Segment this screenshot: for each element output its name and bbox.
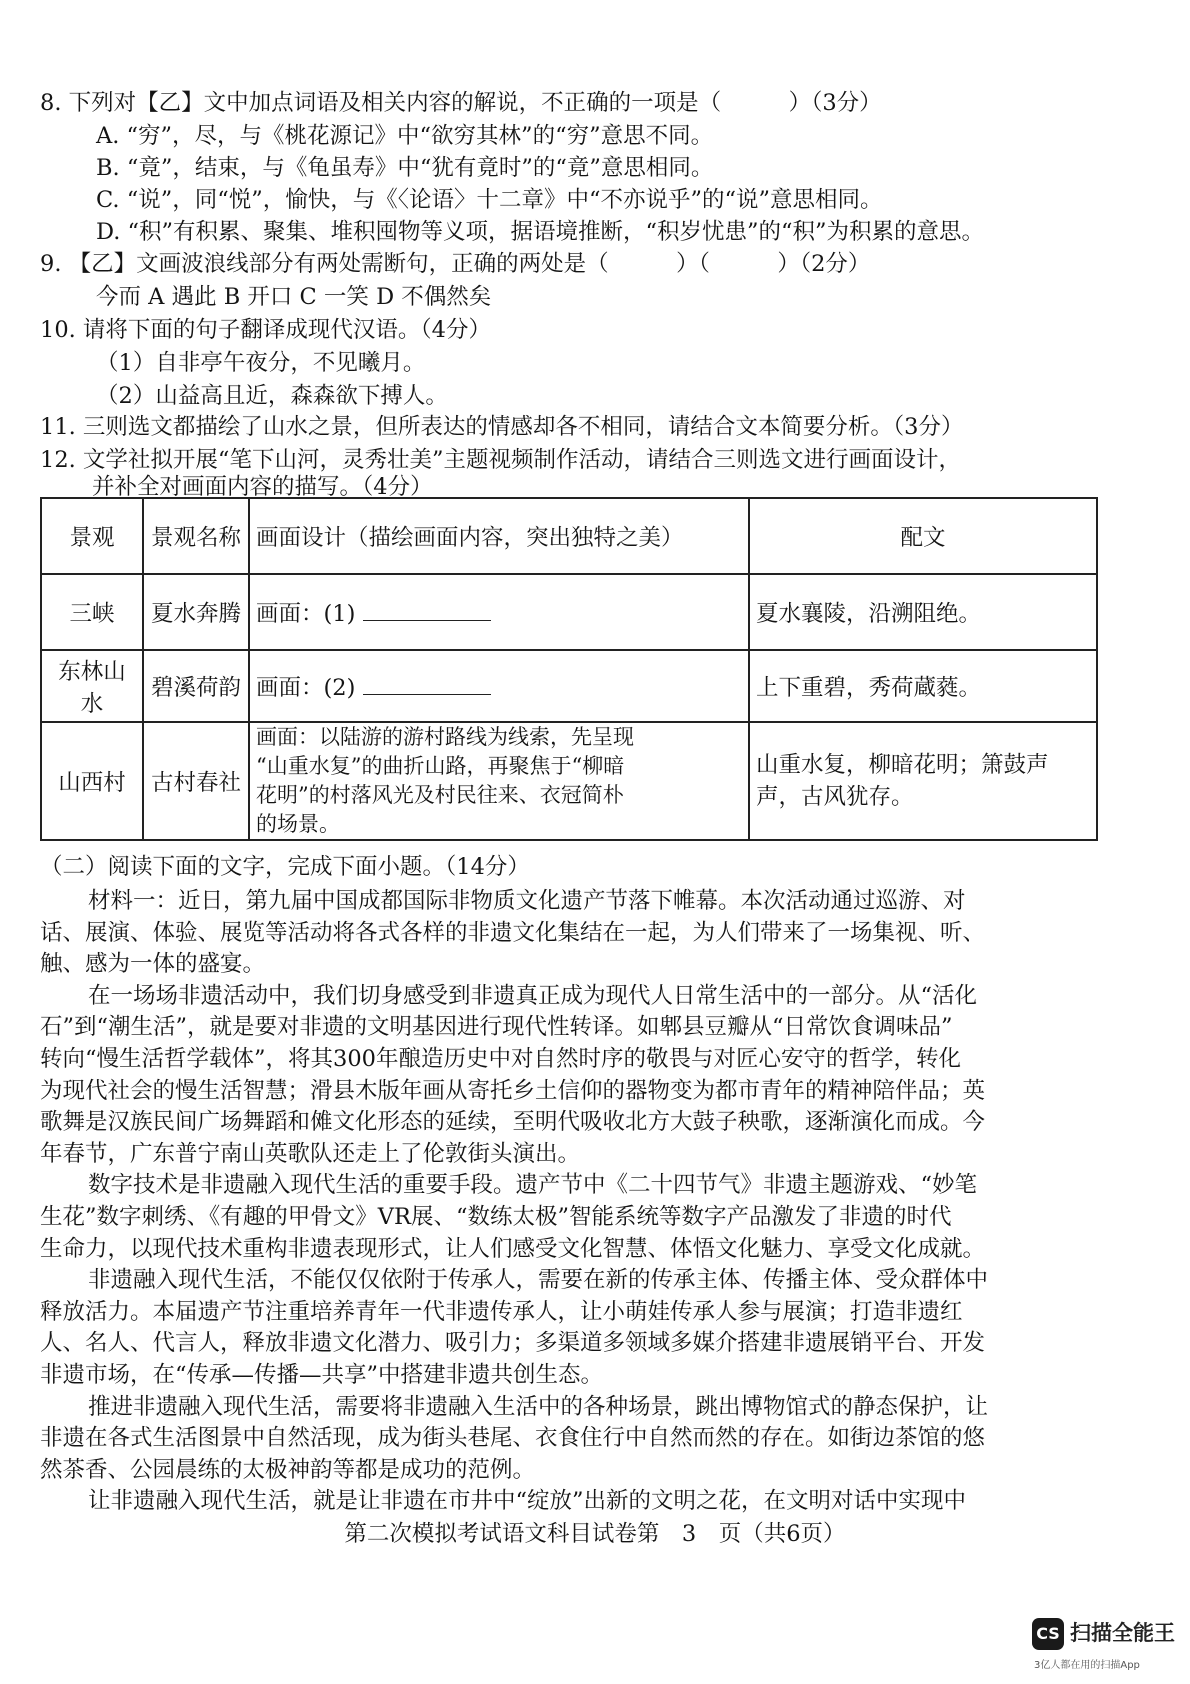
passage-line: 非遗在各式生活图景中自然活现，成为街头巷尾、衣食住行中自然而然的存在。如街边茶馆的悠 <box>40 1425 986 1452</box>
header-design: 画面设计（描绘画面内容，突出独特之美） <box>249 498 749 574</box>
section2-heading: （二）阅读下面的文字，完成下面小题。（14分） <box>40 854 530 880</box>
q8-option-c: C. “说”，同“悦”，愉快，与《〈论语〉十二章》中“不亦说乎”的“说”意思相同。 <box>96 187 883 213</box>
answer-blank-1[interactable] <box>363 600 491 621</box>
row2-design <box>249 650 749 722</box>
passage-line: 推进非遗融入现代生活，需要将非遗融入生活中的各种场景，跳出博物馆式的静态保护，让 <box>88 1393 989 1420</box>
header-scene: 景观 <box>41 498 143 574</box>
row1-name: 夏水奔腾 <box>143 574 249 650</box>
q10-item-2: （2）山益高且近，森森欲下搏人。 <box>96 383 448 409</box>
passage-line: 生花”数字刺绣、《有趣的甲骨文》VR展、“数练太极”智能系统等数字产品激发了非遗的时代 <box>40 1204 952 1230</box>
row3-scene: 山西村 <box>41 722 143 840</box>
table-row <box>41 722 1097 840</box>
q10-stem: 10. 请将下面的句子翻译成现代汉语。（4分） <box>40 317 492 343</box>
row1-scene: 三峡 <box>41 574 143 650</box>
passage-line: 石”到“潮生活”，就是要对非遗的文明基因进行现代性转译。如郫县豆瓣从“日常饮食调味品” <box>40 1014 953 1041</box>
q10-item-1: （1）自非亭午夜分，不见曦月。 <box>96 350 426 376</box>
header-name: 景观名称 <box>143 498 249 574</box>
row3-caption-line: 声，古风犹存。 <box>756 784 914 810</box>
answer-blank-2[interactable] <box>363 674 491 695</box>
camscanner-name: 扫描全能王 <box>1070 1621 1175 1645</box>
row2-scene: 东林山水 <box>41 650 143 722</box>
passage-line: 转向“慢生活哲学载体”，将其300年酿造历史中对自然时序的敬畏与对匠心安守的哲学，转化 <box>40 1046 961 1072</box>
passage-line: 数字技术是非遗融入现代生活的重要手段。遗产节中《二十四节气》非遗主题游戏、“妙笔 <box>88 1172 978 1199</box>
passage-line: 歌舞是汉族民间广场舞蹈和傩文化形态的延续，至明代吸收北方大鼓子秧歌，逐渐演化而成。今 <box>40 1109 986 1136</box>
camscanner-logo-icon: CS <box>1032 1618 1064 1650</box>
q12-stem-line2: 并补全对画面内容的描写。（4分） <box>92 474 433 500</box>
passage-line: 释放活力。本届遗产节注重培养青年一代非遗传承人，让小萌娃传承人参与展演；打造非遗红 <box>40 1298 963 1325</box>
q8-stem: 8. 下列对【乙】文中加点词语及相关内容的解说，不正确的一项是（ ）（3分） <box>40 90 882 116</box>
q12-stem-line1: 12. 文学社拟开展“笔下山河，灵秀壮美”主题视频制作活动，请结合三则选文进行画面设计， <box>40 447 961 473</box>
row3-name: 古村春社 <box>143 722 249 840</box>
row3-design <box>249 722 749 840</box>
q9-stem: 9. 【乙】文画波浪线部分有两处需断句，正确的两处是（ ）（ ）（2分） <box>40 251 871 277</box>
q11-stem: 11. 三则选文都描绘了山水之景，但所表达的情感却各不相同，请结合文本简要分析。（3分） <box>40 414 964 440</box>
q8-option-d: D. “积”有积累、聚集、堆积囤物等义项，据语境推断，“积岁忧患”的“积”为积累的意思。 <box>96 219 985 245</box>
row2-caption: 上下重碧，秀荷蔵蕤。 <box>749 650 1097 722</box>
scene-design-table <box>40 497 1098 841</box>
q8-option-a: A. “穷”，尽，与《桃花源记》中“欲穷其林”的“穷”意思不同。 <box>96 123 714 149</box>
passage-line: 话、展演、体验、展览等活动将各式各样的非遗文化集结在一起，为人们带来了一场集视、听、 <box>40 919 986 946</box>
row3-design-line: 的场景。 <box>256 812 340 836</box>
passage-line: 人、名人、代言人，释放非遗文化潜力、吸引力；多渠道多领域多媒介搭建非遗展销平台、开发 <box>40 1330 986 1357</box>
passage-line: 非遗融入现代生活，不能仅仅依附于传承人，需要在新的传承主体、传播主体、受众群体中 <box>88 1267 989 1294</box>
row2-name: 碧溪荷韵 <box>143 650 249 722</box>
row3-design-line: “山重水复”的曲折山路，再聚焦于“柳暗 <box>256 754 625 778</box>
row2-design-label: 画面：(2) <box>256 675 356 701</box>
row3-caption <box>749 722 1097 840</box>
row1-design <box>249 574 749 650</box>
passage-line: 生命力，以现代技术重构非遗表现形式，让人们感受文化智慧、体悟文化魅力、享受文化成就。 <box>40 1235 986 1262</box>
passage-line: 触、感为一体的盛宴。 <box>40 951 266 978</box>
passage-line: 为现代社会的慢生活智慧；滑县木版年画从寄托乡土信仰的器物变为都市青年的精神陪伴品；英 <box>40 1077 986 1104</box>
row3-design-line: 花明”的村落风光及村民往来、衣冠简朴 <box>256 783 624 807</box>
row3-design-line: 画面：以陆游的游村路线为线索，先呈现 <box>256 725 634 749</box>
passage-line: 材料一：近日，第九届中国成都国际非物质文化遗产节落下帷幕。本次活动通过巡游、对 <box>88 888 966 914</box>
camscanner-tagline: 3亿人都在用的扫描App <box>1034 1660 1140 1671</box>
row1-design-label: 画面：(1) <box>256 601 356 627</box>
passage-line: 在一场场非遗活动中，我们切身感受到非遗真正成为现代人日常生活中的一部分。从“活化 <box>88 982 978 1009</box>
table-header-row <box>41 498 1097 574</box>
table-row <box>41 574 1097 650</box>
q8-option-b: B. “竟”，结束，与《龟虽寿》中“犹有竟时”的“竟”意思相同。 <box>96 155 714 181</box>
passage-line: 然茶香、公园晨练的太极神韵等都是成功的范例。 <box>40 1456 536 1483</box>
q9-text: 今而 A 遇此 B 开口 C 一笑 D 不偶然矣 <box>96 284 492 310</box>
page-footer: 第二次模拟考试语文科目试卷第 3 页（共6页） <box>344 1521 846 1547</box>
passage-line: 年春节，广东普宁南山英歌队还走上了伦敦街头演出。 <box>40 1140 581 1167</box>
passage-line: 让非遗融入现代生活，就是让非遗在市井中“绽放”出新的文明之花，在文明对话中实现中 <box>88 1488 967 1515</box>
row1-caption: 夏水襄陵，沿溯阻绝。 <box>749 574 1097 650</box>
passage-line: 非遗市场，在“传承—传播—共享”中搭建非遗共创生态。 <box>40 1362 604 1388</box>
table-row <box>41 650 1097 722</box>
header-caption: 配文 <box>749 498 1097 574</box>
row3-caption-line: 山重水复，柳暗花明；箫鼓声 <box>756 752 1049 778</box>
